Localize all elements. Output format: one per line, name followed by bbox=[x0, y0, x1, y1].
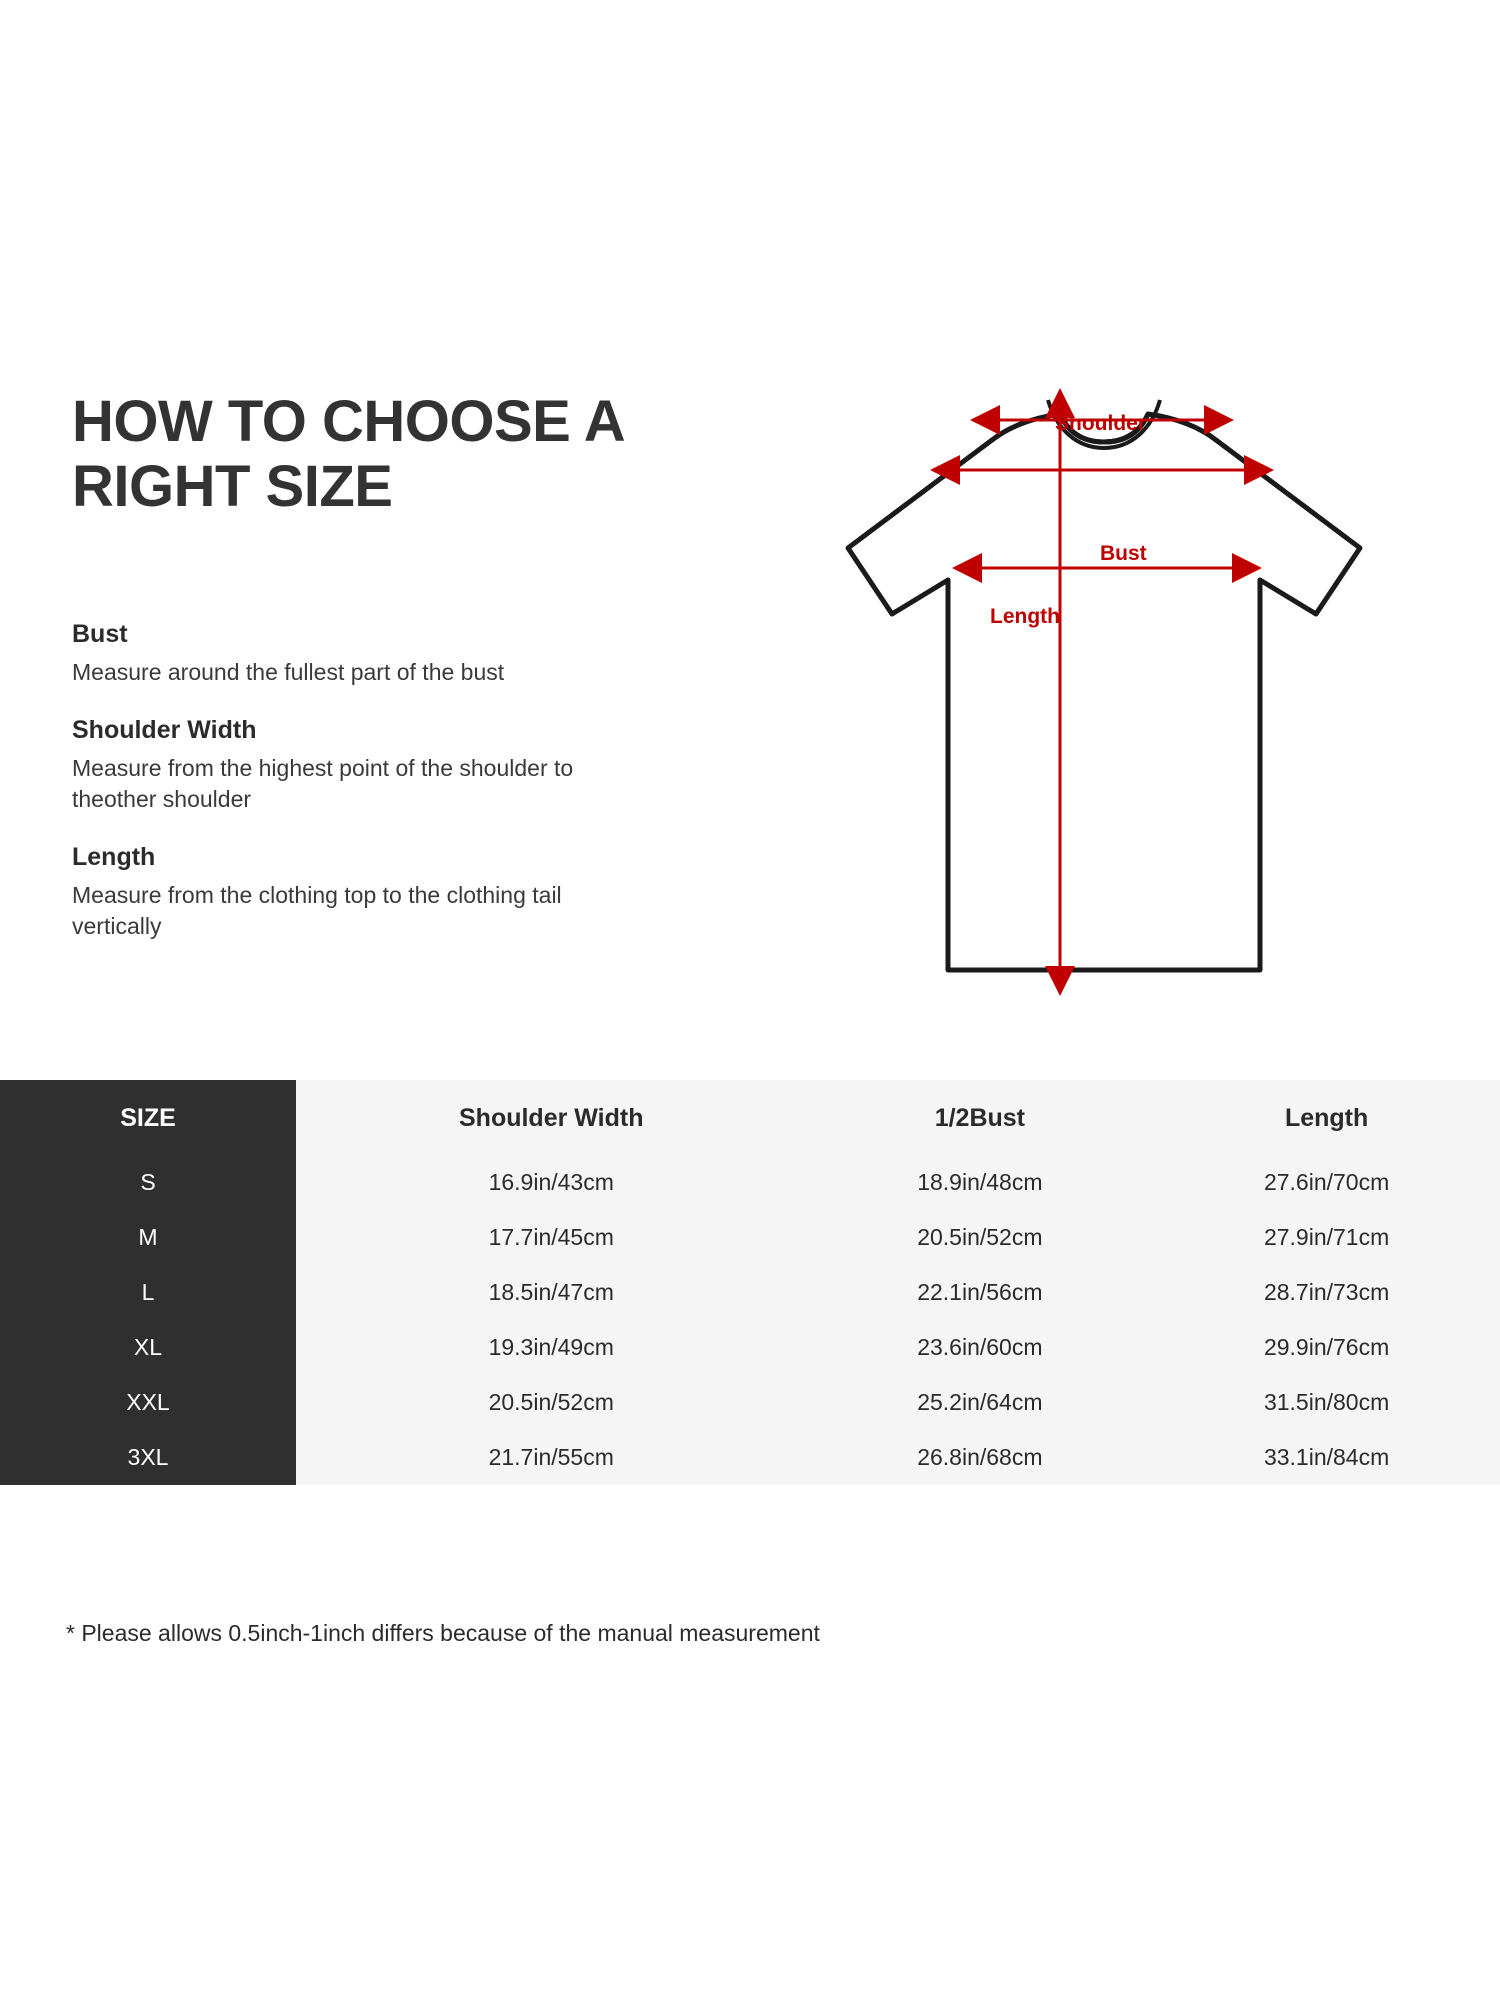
size-table bbox=[0, 1080, 1500, 1485]
definition-description: Measure around the fullest part of the bust bbox=[72, 659, 505, 685]
tshirt-diagram bbox=[760, 370, 1380, 1010]
cell-half-bust: 18.9in/48cm bbox=[806, 1155, 1153, 1210]
bust-label: Bust bbox=[1100, 542, 1147, 565]
definition-term: Length bbox=[72, 843, 156, 872]
cell-half-bust: 25.2in/64cm bbox=[806, 1375, 1153, 1430]
measurement-definitions bbox=[72, 620, 672, 970]
cell-shoulder-width: 19.3in/49cm bbox=[296, 1320, 806, 1375]
cell-shoulder-width: 17.7in/45cm bbox=[296, 1210, 806, 1265]
cell-length: 27.6in/70cm bbox=[1153, 1155, 1500, 1210]
column-header-half-bust: 1/2Bust bbox=[806, 1080, 1153, 1155]
cell-half-bust: 22.1in/56cm bbox=[806, 1265, 1153, 1320]
length-label: Length bbox=[990, 605, 1060, 628]
size-table-body bbox=[0, 1155, 1500, 1485]
cell-length: 28.7in/73cm bbox=[1153, 1265, 1500, 1320]
table-row bbox=[0, 1320, 1500, 1375]
cell-size: 3XL bbox=[0, 1430, 296, 1485]
table-row bbox=[0, 1375, 1500, 1430]
cell-half-bust: 26.8in/68cm bbox=[806, 1430, 1153, 1485]
definition-term: Bust bbox=[72, 620, 128, 648]
definition-description: Measure from the highest point of the shoulder to theother shoulder bbox=[72, 755, 574, 813]
cell-length: 27.9in/71cm bbox=[1153, 1210, 1500, 1265]
measurement-note: * Please allows 0.5inch-1inch differs because of the manual measurement bbox=[66, 1620, 820, 1646]
definition-length bbox=[72, 843, 672, 942]
cell-size: S bbox=[0, 1155, 296, 1210]
tshirt-illustration bbox=[760, 370, 1380, 1010]
table-row bbox=[0, 1265, 1500, 1320]
page-title: HOW TO CHOOSE A RIGHT SIZE bbox=[72, 389, 624, 519]
table-row bbox=[0, 1210, 1500, 1265]
size-table-head bbox=[0, 1080, 1500, 1155]
cell-size: L bbox=[0, 1265, 296, 1320]
definition-description: Measure from the clothing top to the clothing tail vertically bbox=[72, 882, 562, 940]
column-header-length: Length bbox=[1153, 1080, 1500, 1155]
definition-bust bbox=[72, 620, 672, 688]
cell-length: 29.9in/76cm bbox=[1153, 1320, 1500, 1375]
cell-shoulder-width: 21.7in/55cm bbox=[296, 1430, 806, 1485]
cell-shoulder-width: 16.9in/43cm bbox=[296, 1155, 806, 1210]
cell-size: XXL bbox=[0, 1375, 296, 1430]
cell-length: 33.1in/84cm bbox=[1153, 1430, 1500, 1485]
table-row bbox=[0, 1430, 1500, 1485]
table-header-row bbox=[0, 1080, 1500, 1155]
table-row bbox=[0, 1155, 1500, 1210]
cell-length: 31.5in/80cm bbox=[1153, 1375, 1500, 1430]
cell-shoulder-width: 18.5in/47cm bbox=[296, 1265, 806, 1320]
cell-size: XL bbox=[0, 1320, 296, 1375]
tshirt-body-path bbox=[848, 414, 1360, 970]
column-header-shoulder-width: Shoulder Width bbox=[296, 1080, 806, 1155]
definition-shoulder-width bbox=[72, 716, 672, 815]
cell-size: M bbox=[0, 1210, 296, 1265]
column-header-size: SIZE bbox=[0, 1080, 296, 1155]
cell-half-bust: 20.5in/52cm bbox=[806, 1210, 1153, 1265]
shoulder-label: Shoulder bbox=[1055, 412, 1147, 435]
cell-half-bust: 23.6in/60cm bbox=[806, 1320, 1153, 1375]
definition-term: Shoulder Width bbox=[72, 716, 257, 745]
cell-shoulder-width: 20.5in/52cm bbox=[296, 1375, 806, 1430]
